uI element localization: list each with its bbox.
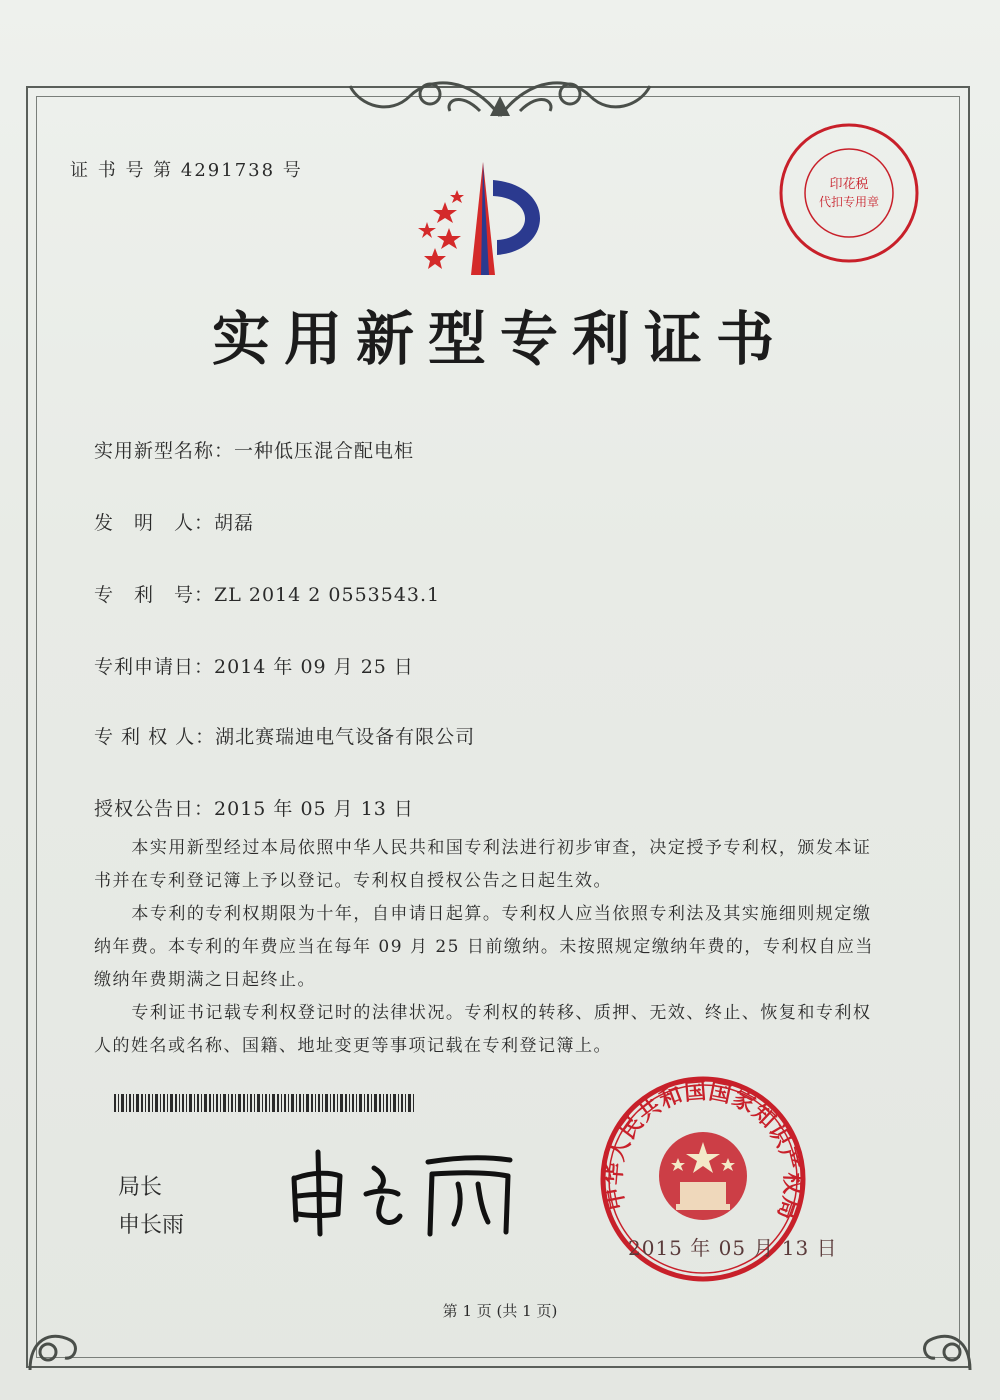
seal-date: 2015 年 05 月 13 日 (628, 1236, 838, 1260)
field-application-date (94, 652, 414, 679)
field-patent-number (94, 580, 440, 607)
patent-office-logo (405, 160, 565, 290)
field-value: 胡磊 (214, 512, 255, 534)
field-patentee (94, 722, 475, 749)
director-signature (282, 1138, 522, 1238)
field-value: ZL 2014 2 0553543.1 (214, 584, 441, 606)
top-ornament (330, 56, 670, 128)
field-label: 专 利 权 人： (94, 726, 216, 748)
field-label: 专 利 号： (94, 584, 215, 606)
field-utility-model-name (94, 436, 414, 463)
body-paragraph: 本实用新型经过本局依照中华人民共和国专利法进行初步审查，决定授予专利权，颁发本证书并在专利登记簿上予以登记。专利权自授权公告之日起生效。 (94, 838, 872, 891)
svg-text:印花税: 印花税 (829, 177, 869, 192)
field-value: 2015 年 05 月 13 日 (214, 798, 414, 820)
director-name: 申长雨 (118, 1213, 185, 1238)
field-label: 发 明 人： (94, 512, 215, 534)
field-label: 专利申请日： (94, 656, 215, 678)
field-label: 授权公告日： (94, 798, 215, 820)
seal-text: 中华人民共和国国家知识产权局 (601, 1079, 805, 1224)
page-number: 第 1 页 (共 1 页) (442, 1302, 558, 1320)
director-title: 局长 (118, 1175, 163, 1200)
field-inventor (94, 508, 254, 535)
field-value: 一种低压混合配电柜 (234, 440, 415, 462)
field-label: 实用新型名称： (94, 440, 235, 462)
tax-stamp (774, 118, 924, 268)
body-paragraph: 本专利的专利权期限为十年，自申请日起算。专利权人应当依照专利法及其实施细则规定缴纳年费。本专利的年费应当在每年 09 月 25 日前缴纳。未按照规定缴纳年费的，专利权自应当缴纳年费期满之日起终止。 (94, 904, 874, 990)
svg-text:代扣专用章: 代扣专用章 (818, 195, 880, 209)
body-paragraph: 专利证书记载专利权登记时的法律状况。专利权的转移、质押、无效、终止、恢复和专利权人的姓名或名称、国籍、地址变更等事项记载在专利登记簿上。 (94, 1003, 872, 1056)
certificate-title: 实用新型专利证书 (211, 305, 788, 373)
field-value: 2014 年 09 月 25 日 (214, 656, 414, 678)
field-grant-date (94, 794, 414, 821)
field-value: 湖北赛瑞迪电气设备有限公司 (215, 726, 476, 748)
barcode (114, 1094, 414, 1112)
certificate-body (94, 832, 874, 1063)
certificate-number: 证 书 号 第 4291738 号 (70, 160, 303, 181)
